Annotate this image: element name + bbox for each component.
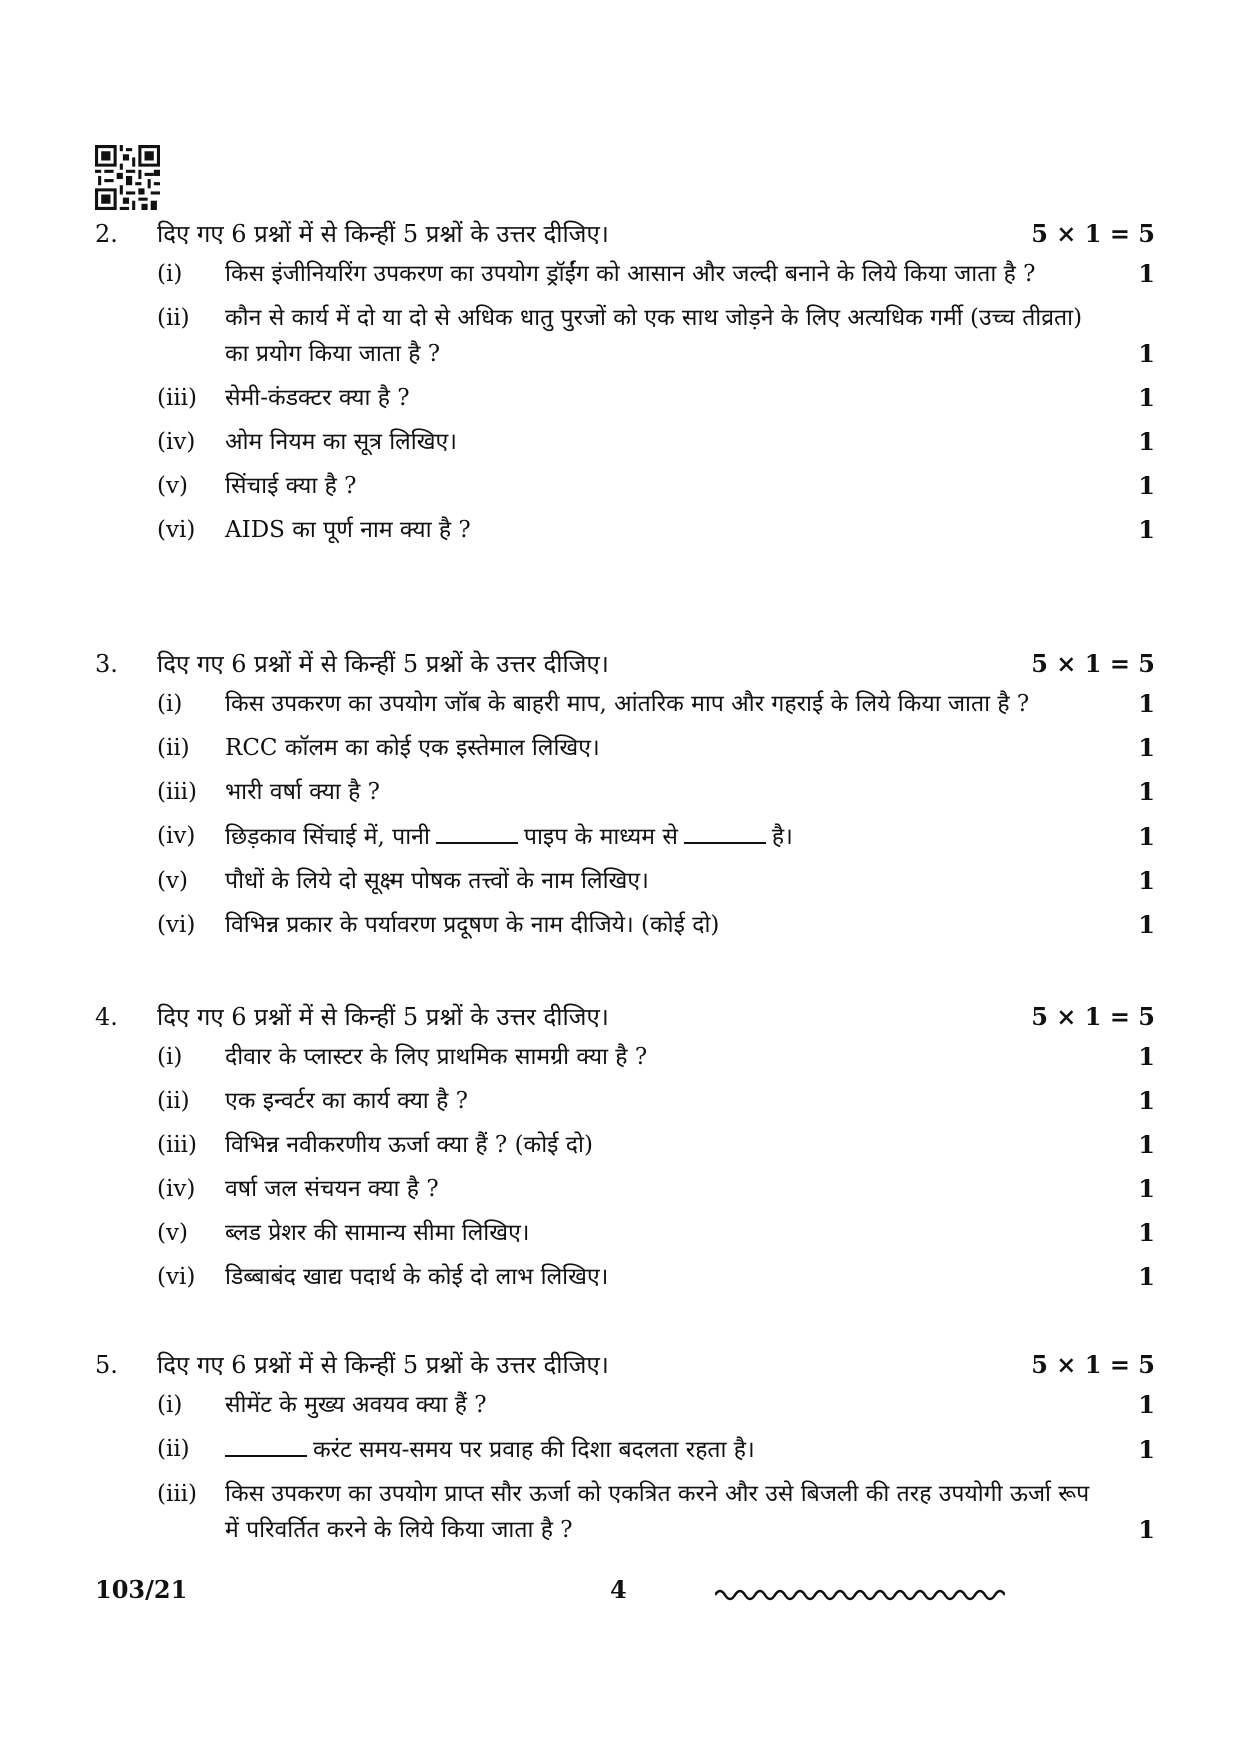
sub-question-text-c: है। [771, 824, 793, 850]
sub-question [95, 1039, 1155, 1075]
question-header [95, 212, 1155, 256]
question-marks: 5 × 1 = 5 [1031, 1002, 1155, 1031]
sub-question [95, 1215, 1155, 1251]
question-header [95, 995, 1155, 1039]
question-number: 2. [95, 220, 118, 248]
sub-question-text: RCC कॉलम का कोई एक इस्तेमाल लिखिए। [225, 735, 600, 761]
sub-question-marks: 1 [1138, 777, 1155, 806]
sub-question [95, 512, 1155, 548]
sub-question-marks: 1 [1138, 1390, 1155, 1419]
paper-code: 103/21 [95, 1575, 188, 1604]
sub-question-marks: 1 [1138, 910, 1155, 939]
question-header [95, 642, 1155, 686]
page-footer [95, 1575, 1155, 1615]
sub-question-text: दीवार के प्लास्टर के लिए प्राथमिक सामग्री क्या है ? [225, 1044, 648, 1070]
sub-question-marks: 1 [1138, 1515, 1155, 1544]
sub-question-text: सिंचाई क्या है ? [225, 473, 357, 499]
sub-question [95, 256, 1155, 292]
sub-question [95, 424, 1155, 460]
question-instruction: दिए गए 6 प्रश्नों में से किन्हीं 5 प्रश्नों के उत्तर दीजिए। [157, 1003, 609, 1031]
sub-question-number: (v) [157, 473, 188, 499]
sub-question-number: (v) [157, 868, 188, 894]
sub-question [95, 380, 1155, 416]
sub-question-text: वर्षा जल संचयन क्या है ? [225, 1176, 439, 1202]
sub-question [95, 1431, 1155, 1468]
sub-question-number: (ii) [157, 1088, 190, 1114]
fill-in-blank [684, 818, 766, 844]
sub-question-number: (i) [157, 1044, 183, 1070]
sub-question-marks: 1 [1138, 383, 1155, 412]
question-header [95, 1343, 1155, 1387]
sub-question [95, 1127, 1155, 1163]
question-4 [95, 995, 1155, 1303]
sub-question-text-b: पाइप के माध्यम से [523, 824, 678, 850]
wavy-line-decoration [715, 1583, 1005, 1607]
question-5 [95, 1343, 1155, 1556]
question-instruction: दिए गए 6 प्रश्नों में से किन्हीं 5 प्रश्नों के उत्तर दीजिए। [157, 1351, 609, 1379]
sub-question [95, 907, 1155, 943]
sub-question [95, 730, 1155, 766]
sub-question-marks: 1 [1138, 1218, 1155, 1247]
qr-code [95, 145, 160, 210]
sub-question [95, 1387, 1155, 1423]
question-instruction: दिए गए 6 प्रश्नों में से किन्हीं 5 प्रश्नों के उत्तर दीजिए। [157, 650, 609, 678]
question-3 [95, 642, 1155, 951]
sub-question-text: विभिन्न नवीकरणीय ऊर्जा क्या हैं ? (कोई दो) [225, 1132, 593, 1158]
sub-question-marks: 1 [1138, 1130, 1155, 1159]
sub-question-text: भारी वर्षा क्या है ? [225, 779, 380, 805]
sub-question [95, 1476, 1155, 1548]
page-number: 4 [610, 1575, 627, 1604]
sub-question-number: (iii) [157, 1132, 198, 1158]
sub-question-text-a: छिड़काव सिंचाई में, पानी [225, 824, 430, 850]
sub-question-marks: 1 [1138, 1086, 1155, 1115]
sub-question-number: (vi) [157, 912, 196, 938]
sub-question-text: विभिन्न प्रकार के पर्यावरण प्रदूषण के नाम दीजिये। (कोई दो) [225, 912, 720, 938]
sub-question-number: (iii) [157, 1481, 198, 1507]
sub-question-marks: 1 [1138, 733, 1155, 762]
sub-question-marks: 1 [1138, 822, 1155, 851]
sub-question [95, 1259, 1155, 1295]
sub-question-number: (vi) [157, 1264, 196, 1290]
sub-question-number: (i) [157, 261, 183, 287]
sub-question-number: (ii) [157, 1436, 190, 1462]
sub-question-text: ब्लड प्रेशर की सामान्य सीमा लिखिए। [225, 1220, 530, 1246]
question-number: 3. [95, 650, 118, 678]
sub-question-number: (i) [157, 1392, 183, 1418]
question-instruction: दिए गए 6 प्रश्नों में से किन्हीं 5 प्रश्नों के उत्तर दीजिए। [157, 220, 609, 248]
sub-question-marks: 1 [1138, 427, 1155, 456]
sub-question-text: सीमेंट के मुख्य अवयव क्या हैं ? [225, 1392, 487, 1418]
sub-question [95, 300, 1155, 372]
question-marks: 5 × 1 = 5 [1031, 219, 1155, 248]
sub-question [95, 818, 1155, 855]
sub-question-marks: 1 [1138, 1174, 1155, 1203]
sub-question-number: (ii) [157, 305, 190, 331]
question-marks: 5 × 1 = 5 [1031, 1350, 1155, 1379]
sub-question-number: (iii) [157, 385, 198, 411]
sub-question [95, 863, 1155, 899]
sub-question-marks: 1 [1138, 515, 1155, 544]
sub-question-marks: 1 [1138, 339, 1155, 368]
sub-question-marks: 1 [1138, 471, 1155, 500]
fill-in-blank [225, 1431, 307, 1457]
sub-question-text: डिब्बाबंद खाद्य पदार्थ के कोई दो लाभ लिखिए। [225, 1264, 609, 1290]
sub-question [95, 468, 1155, 504]
sub-question-marks: 1 [1138, 866, 1155, 895]
sub-question-text: करंट समय-समय पर प्रवाह की दिशा बदलता रहता है। [313, 1437, 755, 1463]
sub-question-marks: 1 [1138, 1262, 1155, 1291]
sub-question-text: पौधों के लिये दो सूक्ष्म पोषक तत्त्वों के नाम लिखिए। [225, 868, 649, 894]
sub-question-text: सेमी-कंडक्टर क्या है ? [225, 385, 410, 411]
sub-question-text: एक इन्वर्टर का कार्य क्या है ? [225, 1088, 468, 1114]
question-number: 4. [95, 1003, 118, 1031]
sub-question-marks: 1 [1138, 1042, 1155, 1071]
sub-question-marks: 1 [1138, 689, 1155, 718]
fill-in-blank [436, 818, 518, 844]
sub-question [95, 686, 1155, 722]
sub-question-text: ओम नियम का सूत्र लिखिए। [225, 429, 457, 455]
sub-question-number: (vi) [157, 517, 196, 543]
sub-question-number: (i) [157, 691, 183, 717]
sub-question-marks: 1 [1138, 259, 1155, 288]
sub-question-text: किस उपकरण का उपयोग जॉब के बाहरी माप, आंतरिक माप और गहराई के लिये किया जाता है ? [225, 691, 1030, 717]
sub-question-number: (iv) [157, 1176, 196, 1202]
sub-question-number: (iii) [157, 779, 198, 805]
sub-question-number: (v) [157, 1220, 188, 1246]
sub-question-text: किस उपकरण का उपयोग प्राप्त सौर ऊर्जा को एकत्रित करने और उसे बिजली की तरह उपयोगी ऊर्जा रूप में परिवर्तित करने के लिये किया जाता है ? [225, 1481, 1090, 1543]
sub-question [95, 774, 1155, 810]
question-2 [95, 212, 1155, 556]
sub-question-text: किस इंजीनियरिंग उपकरण का उपयोग ड्रॉईंग को आसान और जल्दी बनाने के लिये किया जाता है ? [225, 261, 1036, 287]
sub-question [95, 1083, 1155, 1119]
question-number: 5. [95, 1351, 118, 1379]
sub-question-text: AIDS का पूर्ण नाम क्या है ? [225, 517, 471, 543]
sub-question-number: (ii) [157, 735, 190, 761]
sub-question [95, 1171, 1155, 1207]
sub-question-number: (iv) [157, 823, 196, 849]
sub-question-number: (iv) [157, 429, 196, 455]
sub-question-marks: 1 [1138, 1435, 1155, 1464]
sub-question-text: कौन से कार्य में दो या दो से अधिक धातु पुरजों को एक साथ जोड़ने के लिए अत्यधिक गर्मी (उच्च तीव्रता) का प्रयोग किया जाता है ? [225, 305, 1083, 367]
question-marks: 5 × 1 = 5 [1031, 649, 1155, 678]
